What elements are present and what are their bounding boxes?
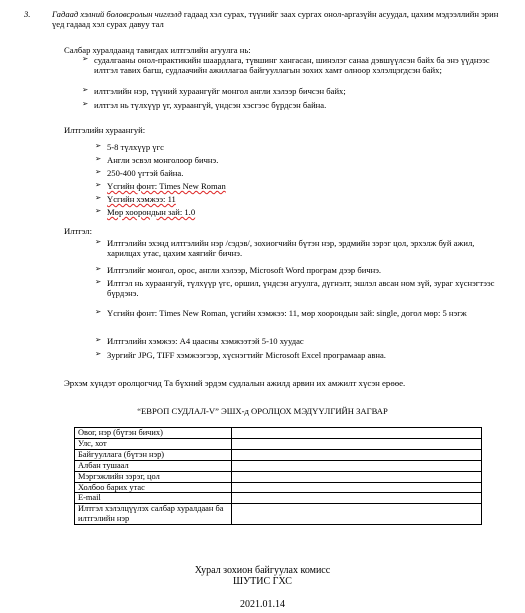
content-heading: Салбар хуралдаанд тавигдах илтгэлийн агуулга нь: bbox=[64, 45, 251, 55]
list-item: ➢ судалгааны онол-практикийн шаардлага, түвшинг хангасан, шинэлэг санаа дэвшүүлсэн байх ба энэ үүднээс илтгэл тавих багш, судлаачийн ажиллагаа байгууллагын зохих хамт олноор хэлэлцэгдсэн байх; bbox=[82, 54, 490, 76]
list-item: ➢ Мөр хоорондын зай: 1.0 bbox=[95, 206, 196, 217]
table-row bbox=[75, 493, 482, 504]
paper-heading: Илтгэл: bbox=[64, 226, 92, 236]
topic-number: 3. bbox=[24, 9, 31, 19]
abstract-heading: Илтгэлийн хураангуй: bbox=[64, 125, 146, 135]
signature-line-2: ШУТИС ГХС bbox=[233, 576, 292, 587]
field-label: E-mail bbox=[75, 493, 232, 504]
table-row bbox=[75, 438, 482, 449]
arrow-bullet-icon: ➢ bbox=[82, 85, 89, 94]
registration-form-table bbox=[74, 427, 482, 525]
arrow-bullet-icon: ➢ bbox=[95, 154, 102, 163]
field-value-cell[interactable] bbox=[232, 449, 482, 460]
table-row bbox=[75, 471, 482, 482]
signature-block bbox=[0, 565, 525, 587]
list-item: ➢ Үсгийн хэмжээ: 11 bbox=[95, 193, 176, 204]
arrow-bullet-icon: ➢ bbox=[95, 335, 102, 344]
paper-list bbox=[95, 238, 503, 360]
list-item: ➢ Илтгэлийг монгол, орос, англи хэлээр, Microsoft Word програм дээр бичнэ. bbox=[95, 264, 382, 275]
form-title: “ЕВРОП СУДЛАЛ-V” ЭШХ-д ОРОЛЦОХ МЭДҮҮЛГИЙН ЗАГВАР bbox=[137, 406, 388, 416]
arrow-bullet-icon: ➢ bbox=[82, 54, 89, 63]
list-item: ➢ Үсгийн фонт: Times New Roman bbox=[95, 180, 226, 191]
table-row bbox=[75, 460, 482, 471]
table-row bbox=[75, 504, 482, 525]
field-label: Илтгэл хэлэлцүүлэх салбар хуралдаан ба илтгэлийн нэр bbox=[75, 504, 232, 525]
list-item: ➢ илтгэл нь түлхүүр үг, хураангүй, үндсэн хэсгээс бүрдсэн байна. bbox=[82, 99, 327, 110]
topic-italic-text: Гадаад хэлний боловсролын чиглэлд bbox=[52, 9, 182, 19]
list-item: ➢ Илтгэл нь хураангуй, түлхүүр үгс, оршил, үндсэн агуулга, дүгнэлт, эшлэл авсан ном зүй, зураг хүснэгтээс бүрдэнэ. bbox=[95, 277, 495, 299]
list-item: ➢ Англи эсвэл монголоор бичнэ. bbox=[95, 154, 219, 165]
table-row bbox=[75, 482, 482, 493]
topic-text bbox=[52, 9, 504, 29]
field-value-cell[interactable] bbox=[232, 438, 482, 449]
arrow-bullet-icon: ➢ bbox=[95, 206, 102, 215]
arrow-bullet-icon: ➢ bbox=[95, 237, 102, 246]
field-label: Овог, нэр (бүтэн бичих) bbox=[75, 428, 232, 439]
arrow-bullet-icon: ➢ bbox=[95, 180, 102, 189]
field-value-cell[interactable] bbox=[232, 471, 482, 482]
closing-text: Эрхэм хүндэт оролцогчид Та бүхний эрдэм судлалын ажилд арвин их амжилт хүсэн ерөөе. bbox=[64, 378, 406, 388]
document-date: 2021.01.14 bbox=[240, 599, 285, 610]
list-item: ➢ илтгэлийн нэр, түүний хураангүйг монгол англи хэлээр бичсэн байх; bbox=[82, 85, 346, 96]
field-label: Албан тушаал bbox=[75, 460, 232, 471]
field-label: Улс, хот bbox=[75, 438, 232, 449]
arrow-bullet-icon: ➢ bbox=[82, 99, 89, 108]
list-item: ➢ Илтгэлийн хэмжээ: А4 цаасны хэмжээтэй 5-10 хуудас bbox=[95, 335, 304, 346]
table-row bbox=[75, 428, 482, 439]
arrow-bullet-icon: ➢ bbox=[95, 307, 102, 316]
list-item: ➢ 5-8 түлхүүр үгс bbox=[95, 141, 164, 152]
arrow-bullet-icon: ➢ bbox=[95, 141, 102, 150]
arrow-bullet-icon: ➢ bbox=[95, 349, 102, 358]
table-row bbox=[75, 449, 482, 460]
field-value-cell[interactable] bbox=[232, 460, 482, 471]
arrow-bullet-icon: ➢ bbox=[95, 264, 102, 273]
list-item: ➢ Үсгийн фонт: Times New Roman, үсгийн хэмжээ: 11, мөр хоорондын зай: single, догол мөр: 5 нэгж bbox=[95, 307, 467, 318]
content-list bbox=[82, 55, 502, 110]
field-label: Байгууллага (бүтэн нэр) bbox=[75, 449, 232, 460]
field-value-cell[interactable] bbox=[232, 504, 482, 525]
topic-body-text: гадаад хэл сурах, түүнийг заах сургах онол-аргазүйн асуудал, цахим мэдээллийн эрин үед гадаад хэл сурах давуу тал bbox=[52, 9, 499, 30]
list-item: ➢ 250-400 үгтэй байна. bbox=[95, 167, 184, 178]
signature-line-1: Хурал зохион байгуулах комисс bbox=[194, 565, 331, 576]
list-item: ➢ Зургийг JPG, TIFF хэмжээгээр, хүснэгтийг Microsoft Excel програмаар авна. bbox=[95, 349, 386, 360]
arrow-bullet-icon: ➢ bbox=[95, 193, 102, 202]
field-value-cell[interactable] bbox=[232, 428, 482, 439]
arrow-bullet-icon: ➢ bbox=[95, 277, 102, 286]
field-label: Холбоо барих утас bbox=[75, 482, 232, 493]
list-item: ➢ Илтгэлийн эхэнд илтгэлийн нэр /сэдэв/, зохиогчийн бүтэн нэр, эрдмийн зэрэг цол, эрхэлж буй ажил, харилцах утас, цахим хаягийг бичнэ. bbox=[95, 237, 475, 259]
arrow-bullet-icon: ➢ bbox=[95, 167, 102, 176]
field-value-cell[interactable] bbox=[232, 482, 482, 493]
field-value-cell[interactable] bbox=[232, 493, 482, 504]
abstract-list bbox=[95, 142, 395, 220]
field-label: Мэргэжлийн зэрэг, цол bbox=[75, 471, 232, 482]
topic-item-3 bbox=[24, 9, 504, 29]
